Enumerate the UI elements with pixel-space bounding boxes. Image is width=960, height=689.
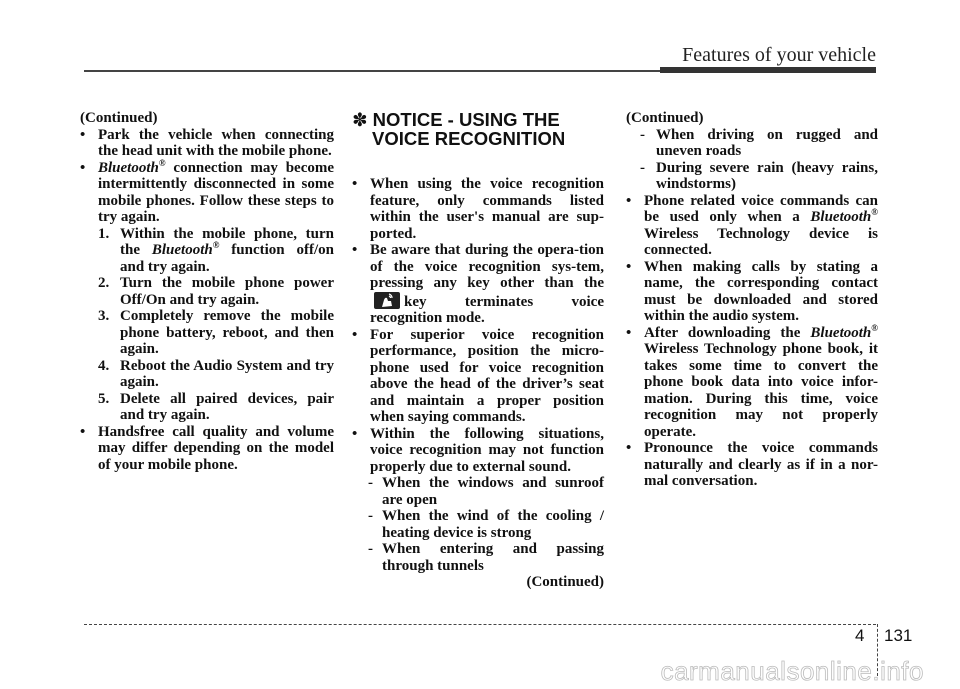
bullet-item: • When using the voice recognition feature, only commands listed within the user's manual are sup-ported. <box>352 176 604 242</box>
column-middle <box>352 110 604 591</box>
footer-rule <box>84 624 876 625</box>
header-rule-accent <box>660 67 876 73</box>
dash-item: - When the windows and sunroof are open <box>368 475 604 508</box>
bullet-item: • Handsfree call quality and volume may differ depending on the model of your mobile phone. <box>80 423 334 473</box>
bullet-item: • Bluetooth® connection may become intermittently disconnected in some mobile phones. Follow these steps to try again. <box>80 157 334 225</box>
numbered-step: 1. Within the mobile phone, turn the Bluetooth® function off/on and try again. <box>98 225 335 275</box>
bullet-item: • Park the vehicle when connecting the head unit with the mobile phone. <box>80 126 334 159</box>
watermark: carmanualsonline.info <box>660 656 924 686</box>
numbered-step: 2. Turn the mobile phone power Off/On and try again. <box>98 275 334 308</box>
numbered-step: 5. Delete all paired devices, pair and try again. <box>98 390 334 423</box>
numbered-step: 4. Reboot the Audio System and try again. <box>98 357 334 390</box>
section-number: 4 <box>855 626 865 645</box>
page-number: 131 <box>884 626 913 645</box>
voice-talk-key-icon <box>374 292 400 309</box>
notice-heading: ✽ NOTICE - USING THE VOICE RECOGNITION <box>352 109 566 149</box>
bullet-item: • Be aware that during the opera-tion of the voice recognition sys-tem, pressing any key other than the key terminates voice recognition mode. <box>352 242 604 326</box>
header-title: Features of your vehicle <box>682 44 876 66</box>
bullet-item: • When making calls by stating a name, the corresponding contact must be downloaded and stored within the audio system. <box>626 258 878 324</box>
bullet-item: • After downloading the Bluetooth® Wireless Technology phone book, it takes some time to convert the phone book data into voice infor-mation. During this time, voice recognition may not properly operate. <box>626 322 878 440</box>
continued-label: (Continued) <box>526 574 604 590</box>
continued-label: (Continued) <box>80 110 158 126</box>
column-left <box>80 110 334 473</box>
continued-label: (Continued) <box>626 110 704 126</box>
bullet-item: • Pronounce the voice commands naturally and clearly as if in a nor-mal conversation. <box>626 440 878 489</box>
bullet-item: • Within the following situations, voice recognition may not function properly due to external sound. <box>352 425 604 475</box>
numbered-step: 3. Completely remove the mobile phone battery, reboot, and then again. <box>98 308 334 357</box>
dash-item: - During severe rain (heavy rains, windstorms) <box>640 159 878 192</box>
bullet-item: • For superior voice recognition performance, position the micro-phone used for voice recognition above the head of the driver’s seat and maintain a proper position when saying commands. <box>352 326 604 425</box>
bullet-item: • Phone related voice commands can be used only when a Bluetooth® Wireless Technology device is connected. <box>626 192 878 258</box>
dash-item: - When driving on rugged and uneven roads <box>640 126 878 159</box>
notice-star-icon: ✽ <box>352 109 368 130</box>
dash-item: - When the wind of the cooling / heating device is strong <box>368 508 604 541</box>
column-right <box>626 110 878 490</box>
dash-item: - When entering and passing through tunnels <box>368 541 604 574</box>
